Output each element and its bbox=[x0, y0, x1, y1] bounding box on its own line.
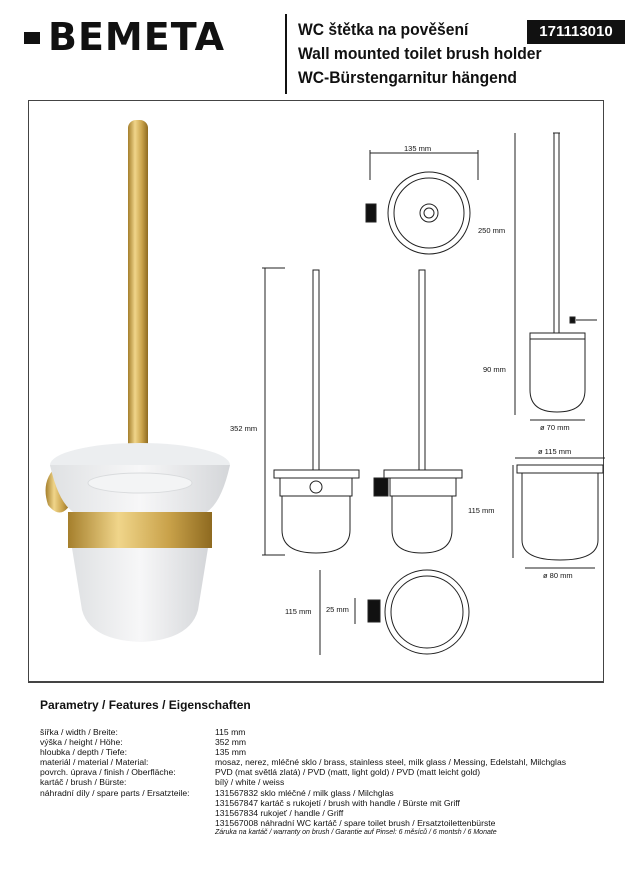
spec-label bbox=[40, 808, 215, 818]
title-cz: WC štětka na pověšení bbox=[298, 20, 469, 39]
spec-row bbox=[40, 798, 566, 808]
dim-glass-top-diameter: ø 115 mm bbox=[538, 447, 572, 456]
dim-total-height-side: 250 mm bbox=[478, 226, 506, 235]
spec-label: hloubka / depth / Tiefe: bbox=[40, 747, 127, 758]
spec-value: 131567008 náhradní WC kartáč / spare toilet brush / Ersatztoilettenbürste bbox=[215, 817, 496, 828]
spec-value: bílý / white / weiss bbox=[215, 777, 285, 788]
spec-value: PVD (mat světlá zlatá) / PVD (matt, light gold) / PVD (matt leicht gold) bbox=[215, 767, 481, 778]
spec-row bbox=[40, 727, 566, 737]
spec-value: 115 mm bbox=[215, 727, 246, 737]
dim-ring-height: 25 mm bbox=[326, 605, 349, 614]
spec-row bbox=[40, 808, 566, 818]
product-code-badge: 171113010 bbox=[527, 20, 625, 44]
spec-row bbox=[40, 737, 566, 747]
spec-label: kartáč / brush / Bürste: bbox=[40, 777, 127, 788]
spec-label: povrch. úprava / finish / Oberfläche: bbox=[40, 767, 176, 778]
spec-row bbox=[40, 747, 566, 757]
specs-table bbox=[40, 727, 566, 838]
spec-row bbox=[40, 777, 566, 787]
dim-cup-diameter-side: ø 70 mm bbox=[540, 423, 570, 432]
spec-row bbox=[40, 788, 566, 798]
dim-top-width: 135 mm bbox=[404, 144, 432, 153]
spec-value: 131567834 rukojeť / handle / Griff bbox=[215, 807, 344, 818]
spec-value: mosaz, nerez, mléčné sklo / brass, stainless steel, milk glass / Messing, Edelstahl, Milchglas bbox=[215, 757, 567, 768]
spec-note-row bbox=[40, 828, 566, 838]
specs-title: Parametry / Features / Eigenschaften bbox=[40, 698, 251, 712]
spec-value: 131567847 kartáč s rukojetí / brush with handle / Bürste mit Griff bbox=[215, 797, 460, 808]
title-en: Wall mounted toilet brush holder bbox=[298, 44, 542, 63]
warranty-note: Záruka na kartáč / warranty on brush / Garantie auf Pinsel: 6 měsíců / 6 montsh / 6 Monate bbox=[215, 828, 497, 836]
top-view-drawing bbox=[366, 150, 478, 254]
spec-label bbox=[40, 818, 215, 828]
spec-label: šířka / width / Breite: bbox=[40, 727, 118, 737]
brand-logo: BEMETA bbox=[48, 15, 226, 59]
spec-value: 135 mm bbox=[215, 747, 247, 758]
spec-row bbox=[40, 767, 566, 777]
dim-depth-top: 115 mm bbox=[285, 607, 312, 616]
spec-label: materiál / material / Material: bbox=[40, 757, 149, 768]
dim-glass-bottom-diameter: ø 80 mm bbox=[543, 571, 573, 580]
spec-label bbox=[40, 798, 215, 808]
dim-height-front: 352 mm bbox=[230, 424, 258, 433]
spec-row bbox=[40, 757, 566, 767]
spec-value: 352 mm bbox=[215, 737, 247, 748]
dim-glass-height: 115 mm bbox=[468, 506, 495, 515]
dim-cup-height-side: 90 mm bbox=[483, 365, 506, 374]
spec-label: náhradní díly / spare parts / Ersatzteile: bbox=[40, 787, 190, 798]
product-photo bbox=[46, 120, 230, 642]
spec-row bbox=[40, 818, 566, 828]
side-view-drawing bbox=[515, 133, 597, 420]
spec-value: 131567832 sklo mléčné / milk glass / Milchglas bbox=[215, 787, 394, 798]
title-de: WC-Bürstengarnitur hängend bbox=[298, 68, 517, 87]
spec-label: výška / height / Höhe: bbox=[40, 737, 123, 748]
